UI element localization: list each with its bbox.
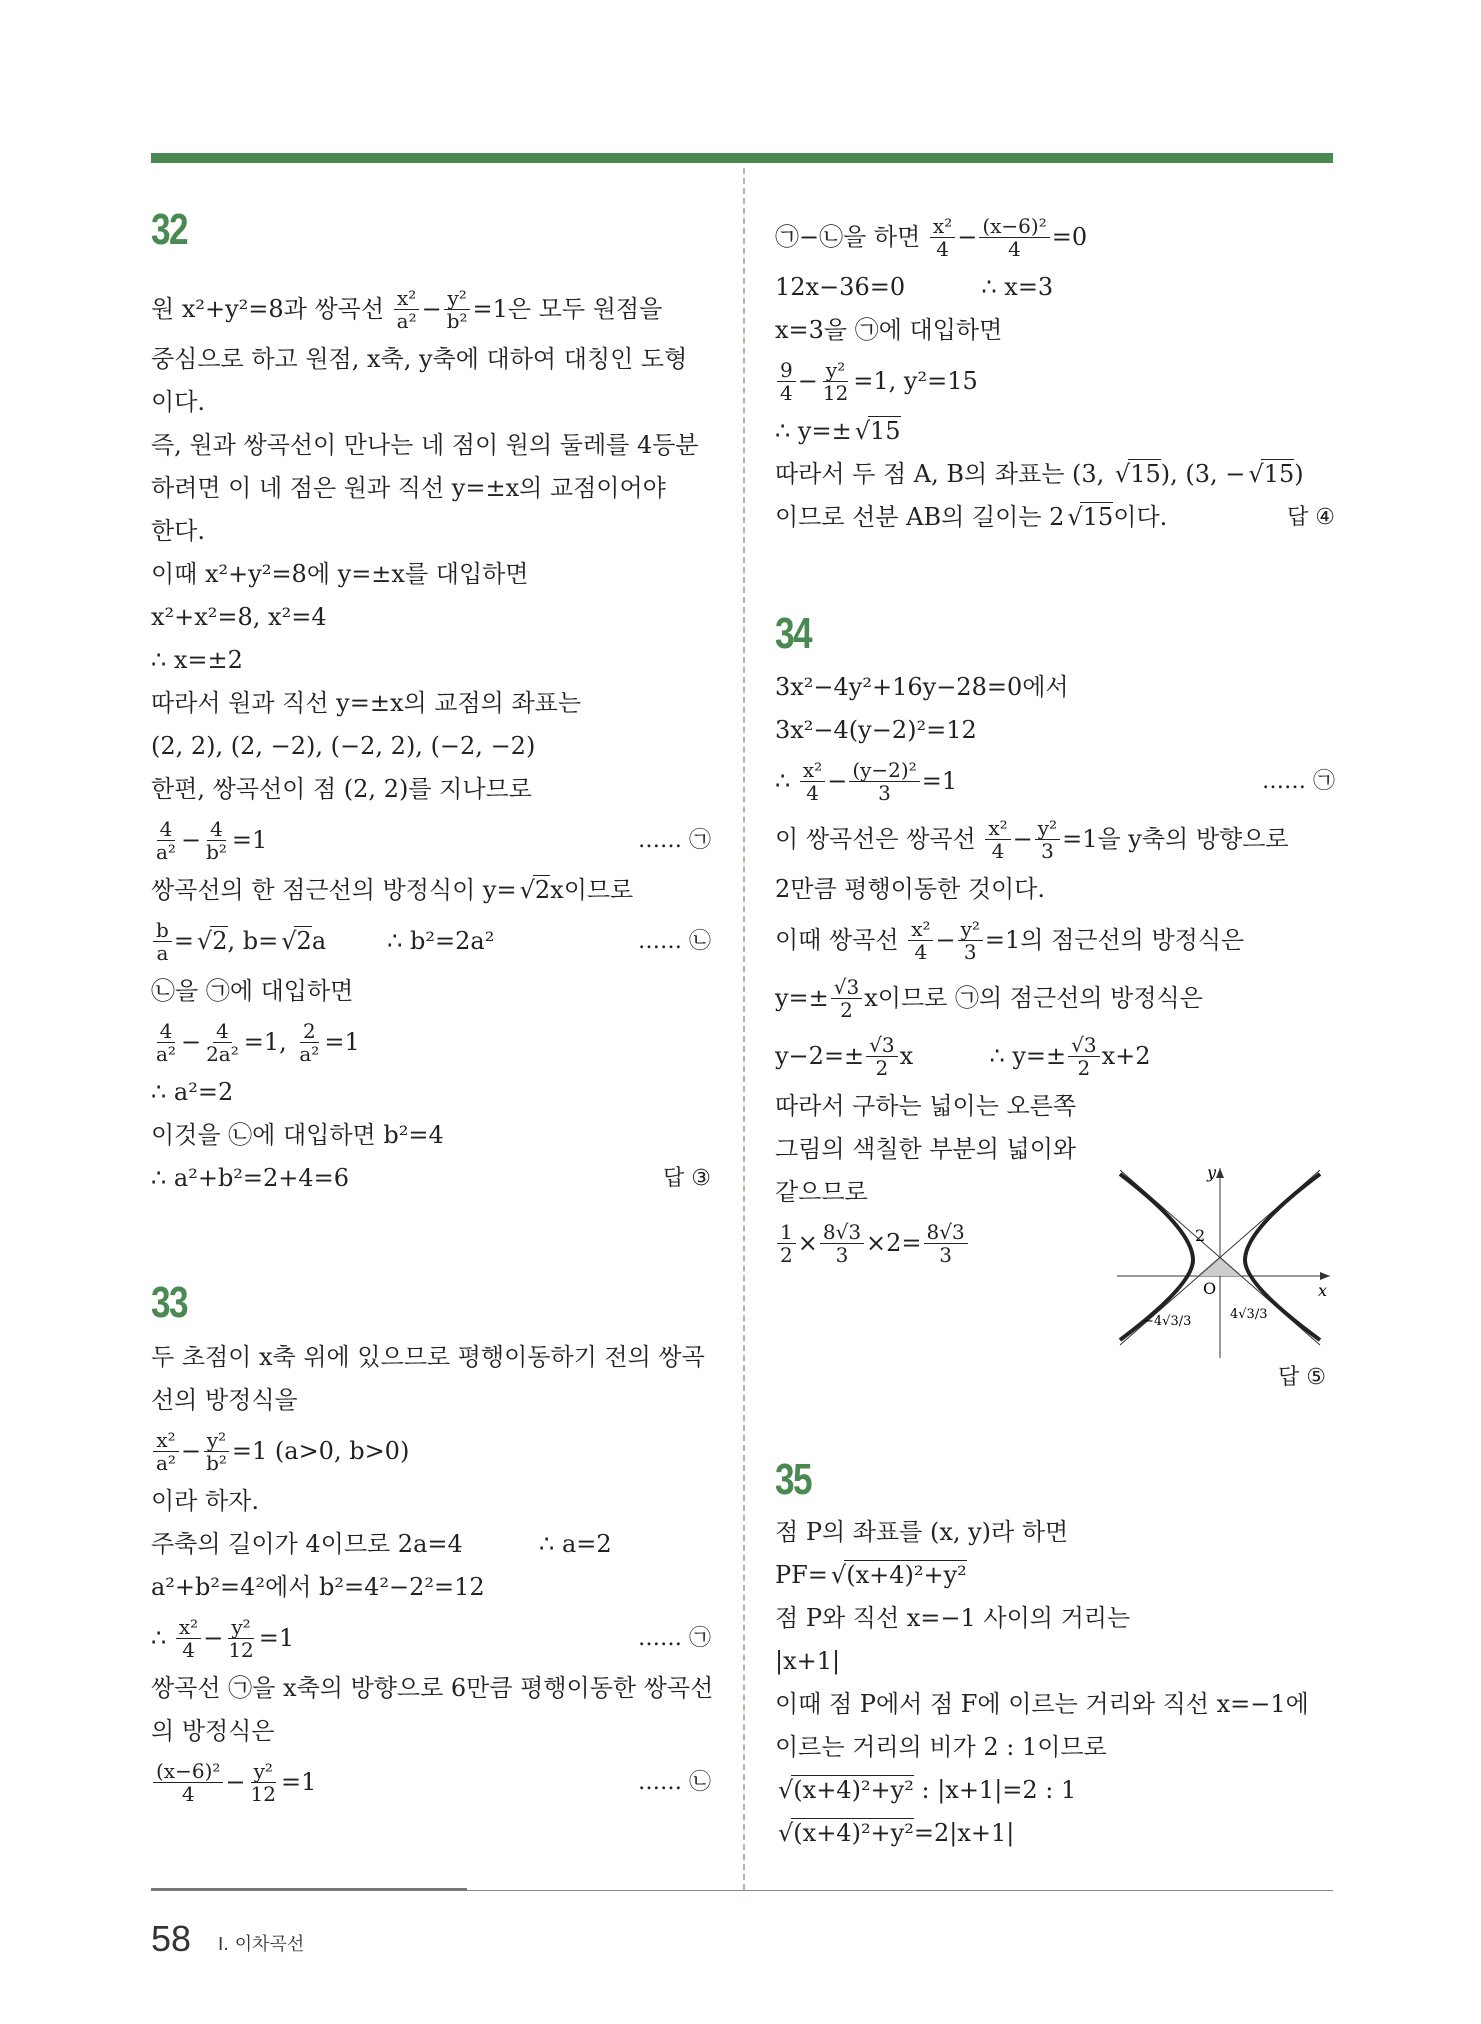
answer-label: 답 ④ [1287,505,1335,530]
text-segment: 원 x²+y²=8과 쌍곡선 [151,294,392,323]
text-line [151,1609,711,1667]
text-segment: 2만큼 평행이동한 것이다. [775,875,1045,903]
text-segment: ∴ a²+b²=2+4=6 [151,1164,350,1192]
fraction [203,1429,230,1474]
equation-tag: …… ㉠ [638,827,711,853]
text-line [151,553,711,596]
denominator: 2 [780,1242,793,1267]
numerator: 8√3 [820,1221,864,1244]
numerator: 9 [777,359,796,382]
numerator: y² [204,1429,229,1452]
text-segment: − [180,825,202,854]
text-segment: ∴ [775,766,798,795]
left-intercept-label: −4√3/3 [1143,1314,1192,1329]
denominator: 3 [835,1242,849,1267]
denominator: 2 [840,997,853,1022]
equation-tag: …… ㉡ [638,928,711,954]
numerator: √3 [1068,1034,1099,1057]
numerator: x² [176,1616,201,1639]
radicand: √ 2 [210,926,228,955]
numerator: x² [930,215,955,238]
fraction [985,817,1010,862]
text-line [775,1726,1335,1769]
text-line [151,338,711,381]
numerator: 4 [213,1020,232,1043]
denominator: 4 [914,939,928,964]
text-line [151,280,711,338]
numerator: y² [1035,817,1060,840]
text-segment: |x+1| [775,1647,841,1675]
fraction [444,287,471,332]
problem-number-33: 33 [151,1278,187,1327]
fraction [866,1034,897,1079]
text-segment: ), (3, − [1160,460,1246,488]
text-segment: =1 [921,766,958,795]
text-segment: =1, y²=15 [853,366,978,395]
equation-tag: …… ㉠ [1262,768,1335,794]
text-line [775,868,1335,911]
text-segment: 3x²−4(y−2)²=12 [775,716,977,744]
numerator: b [153,919,172,942]
text-line [151,1753,711,1811]
square-root [278,920,312,963]
text-line [775,1027,1335,1085]
text-segment: y=± [775,983,829,1012]
radicand: √ (x+4)²+y² [791,1818,914,1847]
text-segment: 이때 x²+y²=8에 y=±x를 대입하면 [151,560,529,588]
text-segment: ∴ [151,1623,174,1652]
problem-number-35: 35 [775,1455,811,1504]
numerator: x² [800,759,825,782]
text-line [151,1422,711,1480]
text-segment: 그림의 색칠한 부분의 넓이와 [775,1135,1077,1163]
text-segment: ㉡을 ㉠에 대입하면 [151,977,354,1005]
text-segment: 두 초점이 x축 위에 있으므로 평행이동하기 전의 쌍곡 [151,1343,705,1371]
denominator: 4 [780,380,793,405]
x-axis-label: x [1318,1281,1328,1300]
denominator: 4 [1008,236,1021,261]
square-root [1064,496,1113,539]
fraction [908,918,933,963]
text-segment: , b= [227,926,279,955]
fraction [153,1429,179,1474]
denominator: 3 [939,1242,953,1267]
fraction [831,976,862,1021]
text-line [151,510,711,553]
text-segment: =1 [280,1767,317,1796]
radicand: √ (x+4)²+y² [844,1560,967,1589]
text-line [151,768,711,811]
numerator: x² [985,817,1010,840]
text-segment: 중심으로 하고 원점, x축, y축에 대하여 대칭인 도형 [151,345,688,373]
radicand: √ 2 [294,926,312,955]
text-segment: − [180,1027,202,1056]
fraction [820,1221,864,1266]
text-segment: 따라서 원과 직선 y=±x의 교점의 좌표는 [151,689,582,717]
text-line [775,1554,1335,1597]
text-segment: − [797,366,818,395]
text-line [775,453,1335,496]
text-segment: x+2 [1101,1041,1151,1070]
text-segment: 이다. [1113,503,1168,531]
denominator: a² [299,1041,320,1066]
equation-tag: …… ㉡ [638,1769,711,1795]
denominator: 3 [878,780,891,805]
text-segment: ∴ x=±2 [151,646,243,674]
text-segment: 이때 점 P에서 점 F에 이르는 거리와 직선 x=−1에 [775,1690,1309,1718]
text-line [151,725,711,768]
square-root [775,1812,914,1855]
text-segment: a²+b²=4²에서 b²=4²−2²=12 [151,1573,485,1601]
text-line [151,682,711,725]
text-segment: − [827,766,848,795]
fraction [849,759,919,804]
text-segment: : |x+1|=2 : 1 [913,1776,1077,1804]
fraction [225,1616,256,1661]
text-segment: 이때 쌍곡선 [775,925,907,954]
denominator: b² [206,839,227,864]
text-line [151,1013,711,1071]
denominator: a² [156,839,176,864]
fraction [820,359,851,404]
footer-rule-thick [151,1888,467,1891]
text-line [775,1812,1335,1855]
text-segment: x²+x²=8, x²=4 [151,603,327,631]
denominator: 3 [1041,838,1054,863]
text-segment: x이므로 ㉠의 점근선의 방정식은 [864,983,1203,1012]
text-line [151,1071,711,1114]
text-line [151,1667,714,1710]
fraction [800,759,825,804]
text-segment: x ∴ y=± [899,1041,1067,1070]
fraction [296,1020,322,1065]
fraction [924,1221,968,1266]
numerator: √3 [831,976,862,999]
radicand: √ 15 [1128,459,1161,488]
numerator: 4 [157,1020,176,1043]
text-segment: 이르는 거리의 비가 2 : 1이므로 [775,1733,1107,1761]
fraction [248,1760,279,1805]
text-segment: 점 P의 좌표를 (x, y)라 하면 [775,1518,1069,1546]
text-segment: 쌍곡선의 한 점근선의 방정식이 y= [151,876,517,904]
numerator: 4 [207,818,226,841]
y-intercept-label: 2 [1195,1226,1206,1245]
radicand: √ 15 [868,416,901,445]
radicand: √ 2 [533,875,551,904]
fraction [153,1760,223,1805]
text-line [151,1523,711,1566]
fraction [203,818,230,863]
numerator: 4 [157,818,176,841]
fraction [958,918,983,963]
numerator: (x−6)² [979,215,1049,238]
numerator: y² [444,287,469,310]
text-segment: 따라서 구하는 넓이는 오른쪽 [775,1092,1077,1120]
text-line [775,352,1335,410]
problem-number-32: 32 [151,205,187,254]
text-line [151,1379,711,1422]
fraction [979,215,1049,260]
text-segment: ∴ a²=2 [151,1078,234,1106]
text-segment: 이 쌍곡선은 쌍곡선 [775,824,984,853]
numerator: x² [394,287,419,310]
text-segment: 이라 하자. [151,1487,259,1515]
text-segment: × [797,1228,818,1257]
text-segment: 이다. [151,388,205,416]
fraction [153,1020,179,1065]
radicand: √ 15 [1261,459,1294,488]
text-segment: y−2=± [775,1041,865,1070]
denominator: 12 [822,380,849,405]
numerator: x² [153,1429,178,1452]
denominator: b² [446,308,468,333]
square-root [775,1769,914,1812]
denominator: a² [156,1450,176,1475]
text-segment: ×2= [866,1228,922,1257]
denominator: 4 [936,236,949,261]
solution-33 [151,1336,714,1811]
text-segment: ∴ y=± [775,417,852,445]
text-segment: 한편, 쌍곡선이 점 (2, 2)를 지나므로 [151,775,532,803]
denominator: a [156,940,169,965]
text-segment: 즉, 원과 쌍곡선이 만나는 네 점이 원의 둘레를 4등분 [151,431,699,459]
text-line [775,1511,1335,1554]
text-segment: − [180,1436,202,1465]
numerator: x² [908,918,933,941]
problem-number-34: 34 [775,609,811,658]
text-line [151,381,711,424]
text-line [775,911,1335,969]
denominator: 12 [250,1781,276,1806]
radicand: √ (x+4)²+y² [791,1775,914,1804]
text-line [775,410,1335,453]
numerator: (y−2)² [849,759,919,782]
text-line [775,1683,1335,1726]
text-segment: 3x²−4y²+16y−28=0에서 [775,673,1069,701]
text-segment: 점 P와 직선 x=−1 사이의 거리는 [775,1604,1131,1632]
text-segment: ㉠−㉡을 하면 [775,222,928,251]
denominator: 4 [806,780,819,805]
text-segment: 의 방정식은 [151,1717,275,1745]
text-segment: − [225,1767,246,1796]
text-segment: =2|x+1| [913,1819,1015,1847]
text-segment: =0 [1051,222,1088,251]
denominator: 2 [1077,1055,1091,1080]
text-segment: =1은 모두 원점을 [472,294,663,323]
text-line [775,752,1335,810]
numerator: y² [823,359,848,382]
text-line [775,266,1335,309]
square-root [1245,453,1294,496]
text-line [775,969,1335,1027]
text-line [151,1480,711,1523]
numerator: 1 [777,1221,796,1244]
fraction [1035,817,1060,862]
text-line [151,424,711,467]
text-line [151,869,711,912]
numerator: 2 [300,1020,319,1043]
text-segment: =1을 y축의 방향으로 [1062,824,1289,853]
text-line [151,1566,711,1609]
fraction [1068,1034,1099,1079]
text-segment: − [203,1623,224,1652]
right-intercept-label: 4√3/3 [1230,1307,1268,1322]
y-axis-arrow-icon [1216,1168,1224,1178]
denominator: a² [156,1041,176,1066]
numerator: y² [958,918,983,941]
denominator: b² [206,1450,227,1475]
numerator: y² [228,1616,253,1639]
text-line [775,666,1335,709]
fraction [153,919,172,964]
square-root [1112,453,1161,496]
text-line [151,596,711,639]
text-line [151,1710,711,1753]
text-segment: =1 [258,1623,295,1652]
chapter-title: Ⅰ. 이차곡선 [218,1934,305,1955]
fraction [153,818,179,863]
text-line [775,496,1335,539]
solution-32 [151,280,711,1200]
fraction [777,1221,796,1266]
text-segment: − [1012,824,1033,853]
text-line [151,912,711,970]
denominator: 4 [182,1637,195,1662]
text-segment: = [173,926,194,955]
denominator: 3 [963,939,977,964]
text-segment: 주축의 길이가 4이므로 2a=4 ∴ a=2 [151,1530,612,1558]
text-segment: x=3을 ㉠에 대입하면 [775,316,1003,344]
numerator: (x−6)² [153,1760,223,1783]
text-line [151,970,711,1013]
text-segment: 선의 방정식을 [151,1386,298,1414]
text-line [151,1114,711,1157]
text-line [151,639,711,682]
text-line [775,309,1335,352]
fraction [394,287,420,332]
text-line [775,1597,1335,1640]
text-line [775,810,1335,868]
text-line [151,1157,711,1200]
text-segment: =1 (a>0, b>0) [231,1436,410,1465]
text-line [775,1769,1335,1812]
text-segment: =1의 점근선의 방정식은 [984,925,1245,954]
numerator: √3 [866,1034,897,1057]
text-line [775,208,1335,266]
fraction [777,359,796,404]
numerator: y² [251,1760,276,1783]
text-segment: =1, [243,1027,295,1056]
text-segment: 따라서 두 점 A, B의 좌표는 (3, [775,460,1112,488]
text-line [151,811,711,869]
text-line [775,1085,1335,1128]
fraction [930,215,955,260]
header-bar [151,153,1333,163]
numerator: 8√3 [924,1221,968,1244]
radicand: √ 15 [1080,502,1113,531]
square-root [828,1554,967,1597]
square-root [194,920,228,963]
denominator: 2 [875,1055,889,1080]
answer-34: 답 ⑤ [1278,1365,1326,1390]
x-axis-arrow-icon [1320,1272,1330,1280]
denominator: 4 [181,1781,195,1806]
denominator: 12 [228,1637,254,1662]
fraction [176,1616,201,1661]
text-segment: − [935,925,956,954]
text-line [151,467,711,510]
text-segment: =1 [324,1027,360,1056]
square-root [852,410,901,453]
text-segment: 쌍곡선 ㉠을 x축의 방향으로 6만큼 평행이동한 쌍곡선 [151,1674,714,1702]
text-segment: 이것을 ㉡에 대입하면 b²=4 [151,1121,444,1149]
text-segment: ) [1294,460,1304,488]
shaded-triangle [1197,1256,1242,1276]
text-segment: 하려면 이 네 점은 원과 직선 y=±x의 교점이어야 [151,474,666,502]
y-axis-label: y [1207,1163,1217,1182]
text-segment: a ∴ b²=2a² [311,926,495,955]
text-line [151,1336,711,1379]
denominator: 4 [991,838,1005,863]
answer-label: 답 ③ [663,1166,711,1191]
square-root [517,869,551,912]
text-segment: 같으므로 [775,1178,868,1206]
text-segment: 한다. [151,517,205,545]
text-segment: (2, 2), (2, −2), (−2, 2), (−2, −2) [151,732,536,760]
text-segment: 이므로 선분 AB의 길이는 2 [775,503,1065,531]
solution-35 [775,1511,1335,1855]
text-line [775,709,1335,752]
text-segment: − [421,294,442,323]
text-segment: PF= [775,1561,828,1589]
hyperbola-figure [1115,1160,1345,1360]
origin-label: O [1203,1279,1217,1298]
solution-33-continued [775,208,1335,539]
text-line [775,1640,1335,1683]
page-number: 58 [151,1918,192,1959]
fraction [203,1020,242,1065]
text-segment: =1 [231,825,268,854]
denominator: a² [396,308,417,333]
text-segment: 12x−36=0 ∴ x=3 [775,273,1054,301]
column-divider [743,168,745,1890]
equation-tag: …… ㉠ [638,1625,711,1651]
denominator: 2a² [206,1041,239,1066]
text-segment: x이므로 [550,876,634,904]
text-segment: − [957,222,978,251]
